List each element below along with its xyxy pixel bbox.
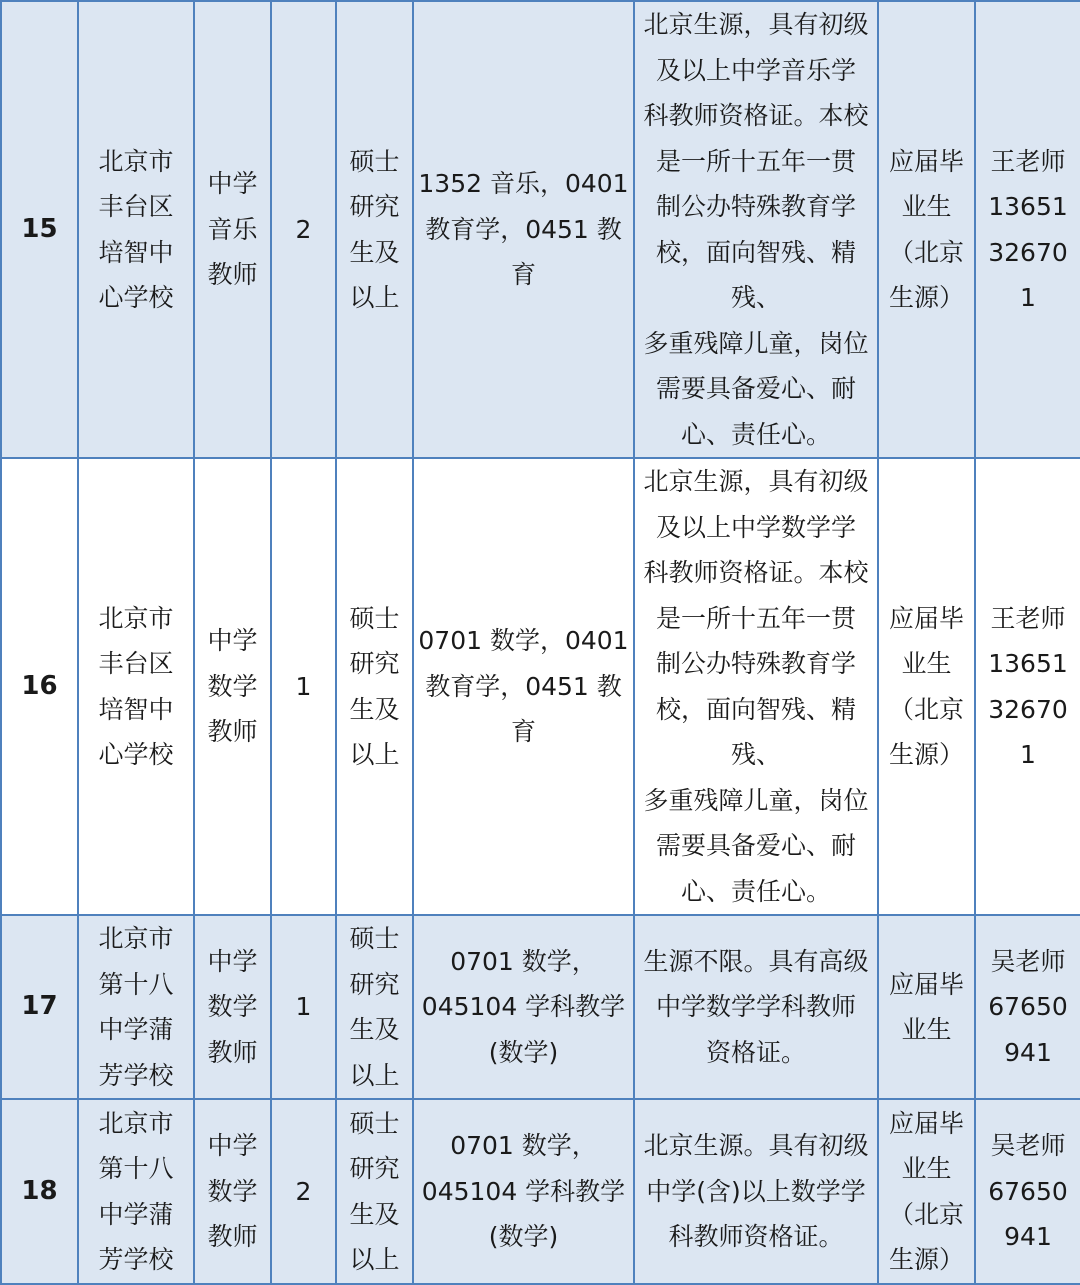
position-name: 中学 数学 教师 [194, 1099, 271, 1284]
contact-info: 吴老师 67650 941 [975, 915, 1080, 1099]
position-name: 中学 数学 教师 [194, 458, 271, 915]
school-name: 北京市 第十八 中学蒲 芳学校 [78, 915, 194, 1099]
table-row [1, 915, 1080, 1099]
school-name: 北京市 丰台区 培智中 心学校 [78, 458, 194, 915]
contact-info: 王老师 13651 32670 1 [975, 458, 1080, 915]
contact-info: 吴老师 67650 941 [975, 1099, 1080, 1284]
degree-requirement: 硕士 研究 生及 以上 [336, 915, 413, 1099]
contact-info: 王老师 13651 32670 1 [975, 1, 1080, 458]
major-requirement: 1352 音乐，0401 教育学，0451 教 育 [413, 1, 634, 458]
table-row [1, 1, 1080, 458]
position-name: 中学 数学 教师 [194, 915, 271, 1099]
row-number: 15 [1, 1, 78, 458]
hiring-count: 1 [271, 458, 336, 915]
hiring-count: 1 [271, 915, 336, 1099]
table-row [1, 1099, 1080, 1284]
major-requirement: 0701 数学， 045104 学科教学 (数学) [413, 915, 634, 1099]
target-applicants: 应届毕 业生 （北京 生源） [878, 458, 975, 915]
other-requirements: 北京生源，具有初级 及以上中学音乐学 科教师资格证。本校 是一所十五年一贯 制公办特殊教育学 校，面向智残、精残、 多重残障儿童，岗位 需要具备爱心、耐 心、责任心。 [634, 1, 878, 458]
row-number: 17 [1, 915, 78, 1099]
major-requirement: 0701 数学， 045104 学科教学 (数学) [413, 1099, 634, 1284]
target-applicants: 应届毕 业生 [878, 915, 975, 1099]
table-body [1, 1, 1080, 1284]
degree-requirement: 硕士 研究 生及 以上 [336, 1, 413, 458]
other-requirements: 生源不限。具有高级 中学数学学科教师 资格证。 [634, 915, 878, 1099]
row-number: 16 [1, 458, 78, 915]
target-applicants: 应届毕 业生 （北京 生源） [878, 1, 975, 458]
degree-requirement: 硕士 研究 生及 以上 [336, 1099, 413, 1284]
target-applicants: 应届毕 业生 （北京 生源） [878, 1099, 975, 1284]
school-name: 北京市 丰台区 培智中 心学校 [78, 1, 194, 458]
position-name: 中学 音乐 教师 [194, 1, 271, 458]
other-requirements: 北京生源。具有初级 中学(含)以上数学学 科教师资格证。 [634, 1099, 878, 1284]
hiring-count: 2 [271, 1099, 336, 1284]
table-row [1, 458, 1080, 915]
hiring-count: 2 [271, 1, 336, 458]
school-name: 北京市 第十八 中学蒲 芳学校 [78, 1099, 194, 1284]
row-number: 18 [1, 1099, 78, 1284]
degree-requirement: 硕士 研究 生及 以上 [336, 458, 413, 915]
major-requirement: 0701 数学，0401 教育学，0451 教 育 [413, 458, 634, 915]
other-requirements: 北京生源，具有初级 及以上中学数学学 科教师资格证。本校 是一所十五年一贯 制公办特殊教育学 校，面向智残、精残、 多重残障儿童，岗位 需要具备爱心、耐 心、责任心。 [634, 458, 878, 915]
